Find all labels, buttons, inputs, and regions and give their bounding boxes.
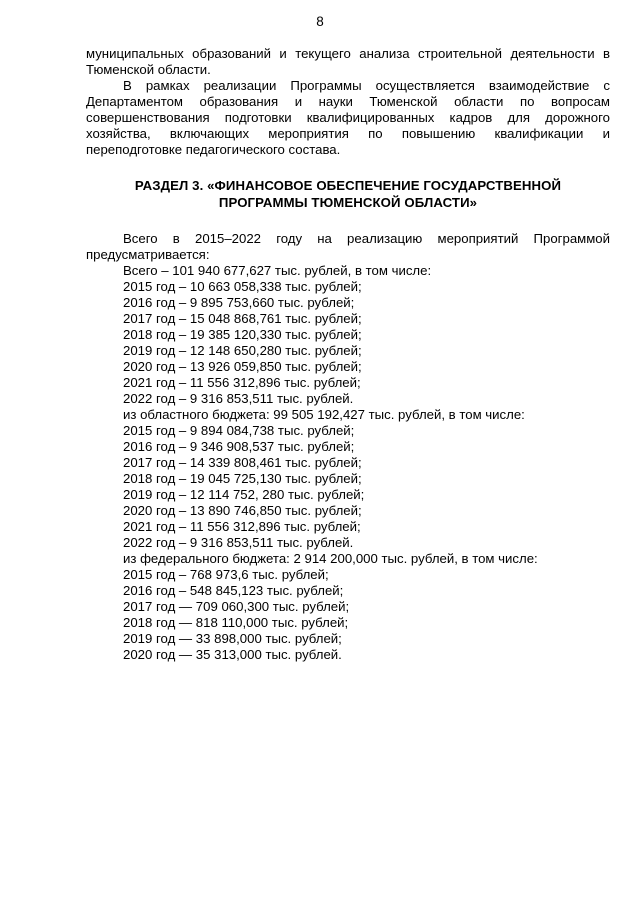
funding-line: 2017 год — 709 060,300 тыс. рублей;: [123, 599, 350, 614]
funding-line: 2015 год – 10 663 058,338 тыс. рублей;: [123, 279, 362, 294]
funding-line: 2020 год — 35 313,000 тыс. рублей.: [123, 647, 342, 662]
funding-list: [86, 263, 610, 663]
funding-line: 2019 год — 33 898,000 тыс. рублей;: [123, 631, 342, 646]
funding-line: 2021 год – 11 556 312,896 тыс. рублей;: [123, 519, 361, 534]
funding-line: 2017 год – 15 048 868,761 тыс. рублей;: [123, 311, 362, 326]
section-heading-line-1: РАЗДЕЛ 3. «ФИНАНСОВОЕ ОБЕСПЕЧЕНИЕ ГОСУДАРСТВЕННОЙ: [134, 178, 562, 193]
section-heading: [86, 177, 610, 211]
section-heading-line-2: ПРОГРАММЫ ТЮМЕНСКОЙ ОБЛАСТИ»: [218, 195, 478, 210]
funding-line: 2016 год – 548 845,123 тыс. рублей;: [123, 583, 344, 598]
document-body: [86, 46, 610, 663]
funding-line: 2016 год – 9 346 908,537 тыс. рублей;: [123, 439, 355, 454]
funding-line: 2020 год – 13 890 746,850 тыс. рублей;: [123, 503, 362, 518]
funding-line: 2019 год – 12 148 650,280 тыс. рублей;: [123, 343, 362, 358]
paragraph-interaction: В рамках реализации Программы осуществляется взаимодействие с Департаментом образования и науки Тюменской области по вопросам совершенствования подготовки квалифицированных кадров для дорожного хозяйства, включающих мероприятия по повышению квалификации и переподготовке педагогического состава.: [86, 78, 610, 157]
funding-line: 2015 год – 9 894 084,738 тыс. рублей;: [123, 423, 355, 438]
funding-line: 2021 год – 11 556 312,896 тыс. рублей;: [123, 375, 361, 390]
funding-line: 2020 год – 13 926 059,850 тыс. рублей;: [123, 359, 362, 374]
paragraph-funding-intro: Всего в 2015–2022 году на реализацию мероприятий Программой предусматривается:: [86, 231, 610, 262]
funding-line: 2018 год – 19 385 120,330 тыс. рублей;: [123, 327, 362, 342]
funding-line: 2018 год – 19 045 725,130 тыс. рублей;: [123, 471, 362, 486]
page-number: 8: [316, 14, 324, 29]
funding-line: 2016 год – 9 895 753,660 тыс. рублей;: [123, 295, 355, 310]
funding-line: 2022 год – 9 316 853,511 тыс. рублей.: [123, 535, 354, 550]
funding-line: 2019 год – 12 114 752, 280 тыс. рублей;: [123, 487, 365, 502]
funding-total: Всего – 101 940 677,627 тыс. рублей, в том числе:: [123, 263, 432, 278]
funding-line: 2017 год – 14 339 808,461 тыс. рублей;: [123, 455, 362, 470]
funding-line: 2015 год – 768 973,6 тыс. рублей;: [123, 567, 329, 582]
federal-budget-total: из федерального бюджета: 2 914 200,000 тыс. рублей, в том числе:: [123, 551, 538, 566]
funding-line: 2022 год – 9 316 853,511 тыс. рублей.: [123, 391, 354, 406]
regional-budget-total: из областного бюджета: 99 505 192,427 тыс. рублей, в том числе:: [123, 407, 525, 422]
funding-line: 2018 год — 818 110,000 тыс. рублей;: [123, 615, 349, 630]
paragraph-intro: муниципальных образований и текущего анализа строительной деятельности в Тюменской области.: [86, 46, 610, 77]
